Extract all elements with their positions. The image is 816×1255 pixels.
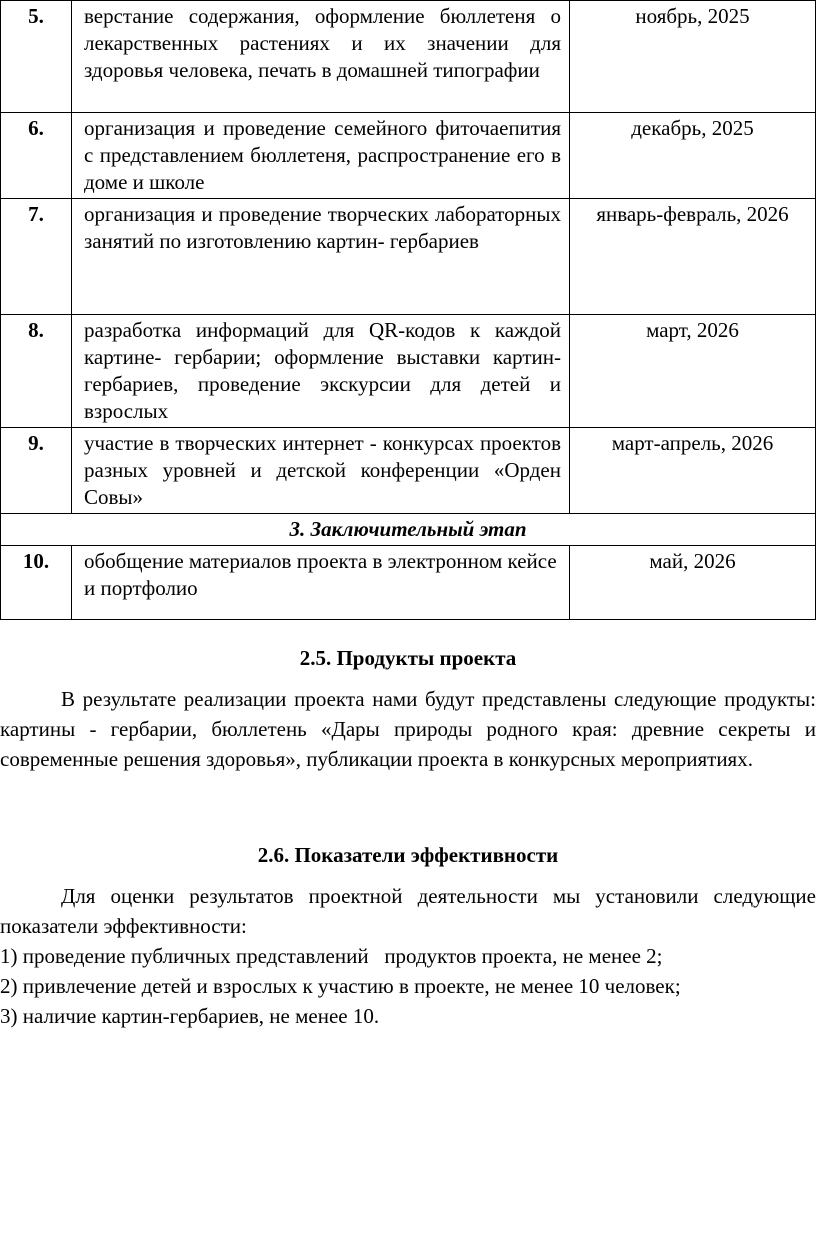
section-heading-products: 2.5. Продукты проекта [299,646,517,670]
products-paragraph [0,684,816,774]
table-row [1,1,816,113]
list-item: 1) проведение публичных представлений продуктов проекта, не менее 2; [0,944,663,968]
row-number: 5. [1,1,72,113]
list-item: 3) наличие картин-гербариев, не менее 10. [0,1004,380,1028]
row-date: март, 2026 [570,315,816,428]
row-number: 8. [1,315,72,428]
row-description: организация и проведение семейного фиточаепития с представлением бюллетеня, распространение его в доме и школе [72,113,570,199]
efficiency-paragraph [0,881,816,1031]
row-number: 10. [1,546,72,620]
stage-row [1,514,816,546]
table-row [1,199,816,315]
section-heading-efficiency: 2.6. Показатели эффективности [257,843,559,867]
row-description: обобщение материалов проекта в электронном кейсе и портфолио [72,546,570,620]
row-date: май, 2026 [570,546,816,620]
row-number: 9. [1,428,72,514]
products-text: В результате реализации проекта нами будут представлены следующие продукты: картины - гербарии, бюллетень «Дары природы родного края: древние секреты и современные решения здоровья», публикации проекта в конкурсных мероприятиях. [0,687,816,771]
row-date: январь-февраль, 2026 [570,199,816,315]
table-row [1,546,816,620]
row-date: март-апрель, 2026 [570,428,816,514]
row-number: 6. [1,113,72,199]
schedule-table [0,0,816,620]
row-description: участие в творческих интернет - конкурсах проектов разных уровней и детской конференции «Орден Совы» [72,428,570,514]
row-date: ноябрь, 2025 [570,1,816,113]
table-row [1,428,816,514]
table-row [1,315,816,428]
table-row [1,113,816,199]
stage-title: 3. Заключительный этап [1,514,816,546]
efficiency-intro: Для оценки результатов проектной деятельности мы установили следующие показатели эффективности: [0,884,816,938]
row-description: верстание содержания, оформление бюллетеня о лекарственных растениях и их значении для здоровья человека, печать в домашней типографии [72,1,570,113]
row-description: разработка информаций для QR-кодов к каждой картине- гербарии; оформление выставки картин-гербариев, проведение экскурсии для детей и взрослых [72,315,570,428]
list-item: 2) привлечение детей и взрослых к участию в проекте, не менее 10 человек; [0,974,681,998]
row-date: декабрь, 2025 [570,113,816,199]
row-number: 7. [1,199,72,315]
row-description: организация и проведение творческих лабораторных занятий по изготовлению картин- гербариев [72,199,570,315]
